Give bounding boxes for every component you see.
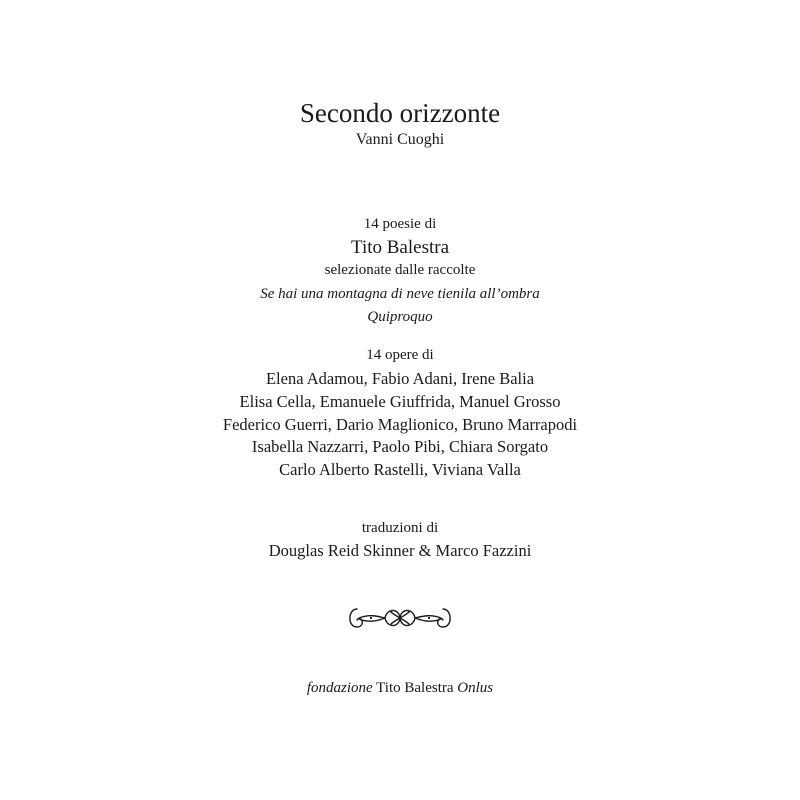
poems-intro: 14 poesie di — [363, 216, 437, 232]
poet-name: Tito Balestra — [351, 237, 449, 258]
publisher-prefix: fondazione — [306, 680, 373, 696]
works-intro: 14 opere di — [366, 347, 434, 363]
translations-intro: traduzioni di — [361, 520, 439, 536]
publisher-suffix: Onlus — [457, 680, 494, 696]
collection-title: Quiproquo — [367, 309, 433, 325]
artist-line: Isabella Nazzarri, Paolo Pibi, Chiara Sorgato — [251, 437, 549, 457]
flourish-ornament-icon — [343, 600, 457, 636]
collection-list — [0, 283, 800, 329]
artist-line: Elena Adamou, Fabio Adani, Irene Balia — [265, 369, 535, 388]
collection-title: Se hai una montagna di neve tienila all’ombra — [260, 286, 540, 302]
artist-line: Elisa Cella, Emanuele Giuffrida, Manuel Grosso — [239, 391, 561, 411]
translator-names: Douglas Reid Skinner & Marco Fazzini — [268, 541, 532, 560]
publisher-line — [0, 678, 800, 698]
book-author: Vanni Cuoghi — [355, 131, 445, 148]
artist-list — [0, 368, 800, 482]
artist-line: Federico Guerri, Dario Maglionico, Bruno Marrapodi — [222, 414, 578, 434]
artist-line: Carlo Alberto Rastelli, Viviana Valla — [279, 460, 521, 480]
publisher-name: Tito Balestra — [376, 680, 454, 696]
book-title: Secondo orizzonte — [299, 98, 501, 128]
poems-selected-from: selezionate dalle raccolte — [324, 262, 476, 278]
